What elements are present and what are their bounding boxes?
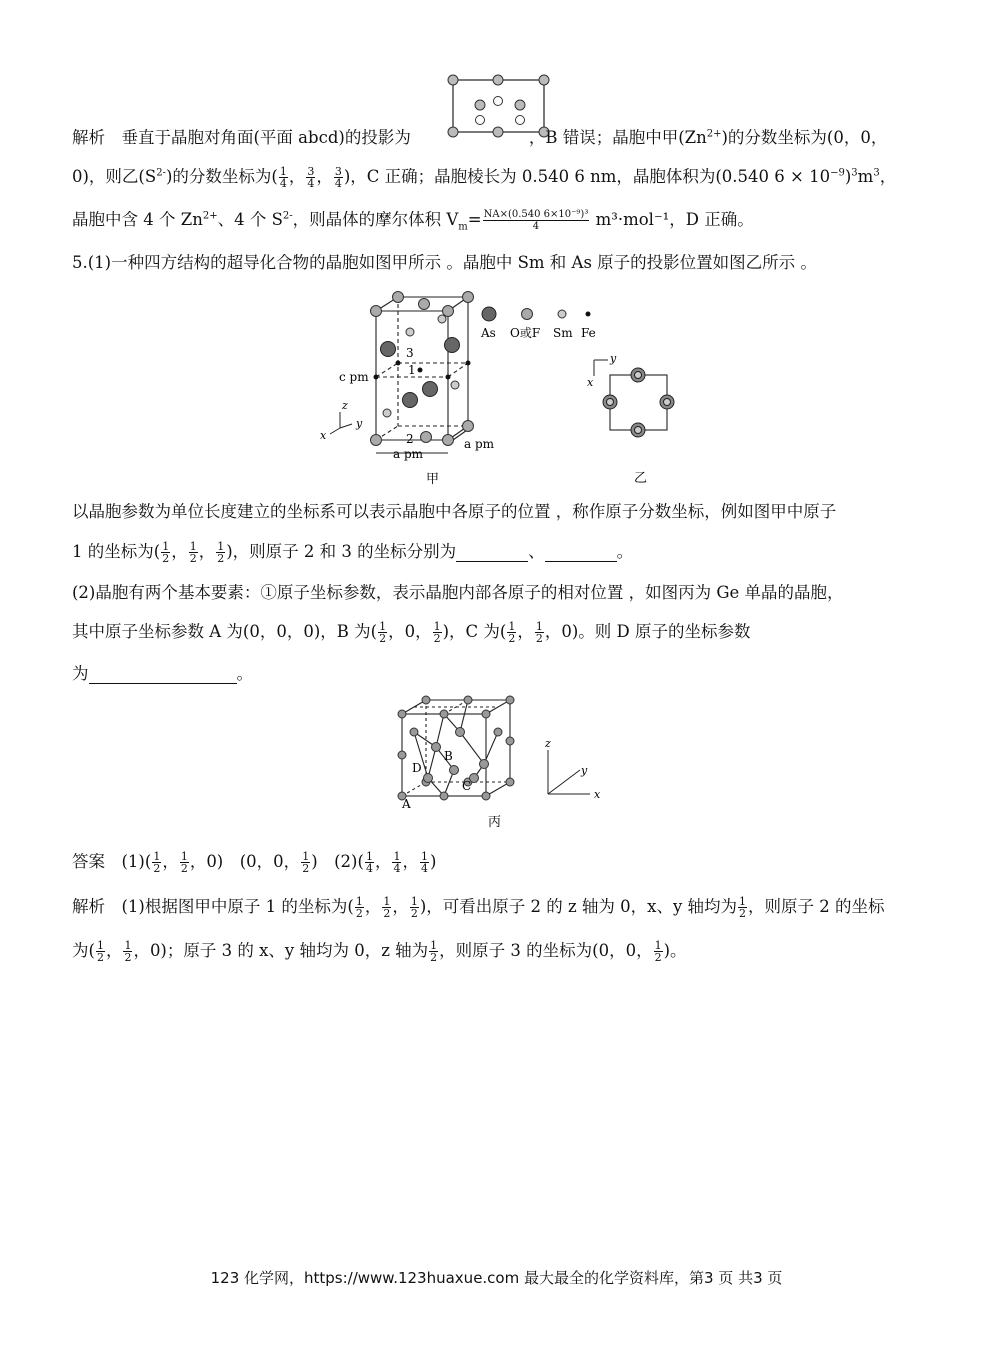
fraction: $\frac{1}{2}$	[410, 895, 418, 920]
atom-label-1: 1	[408, 363, 416, 377]
atom-label-a: A	[402, 797, 411, 811]
fraction: $\frac{1}{2}$	[379, 620, 387, 645]
c-pm-label: c pm	[339, 370, 369, 384]
fraction: $\frac{1}{4}$	[279, 165, 287, 190]
text-line: 1 的坐标为( $\frac{1}{2}$ ， $\frac{1}{2}$ ， $\frac{1}{2}$ )，则原子 2 和 3 的坐标分别为 、 。	[72, 540, 634, 565]
fraction: $\frac{1}{2}$	[180, 850, 188, 875]
molar-volume-fraction: $\frac{\text{NA×(0.540 6×10⁻⁹)³}}{4}$	[483, 209, 589, 232]
yi-axis-y: y	[610, 352, 617, 365]
figure-yi	[580, 348, 690, 488]
question-5-line: 5.(1)一种四方结构的超导化合物的晶胞如图甲所示 。晶胞中 Sm 和 As 原子的投影位置如图乙所示 。	[72, 253, 817, 272]
atom-label-d: D	[412, 761, 422, 775]
text-line: 晶胞中含 4 个 $Zn^{2+}$、4 个 $S^{2-}$，则晶体的摩尔体积 $V_m=$ $\frac{\text{NA×(0.540 6×10⁻⁹)³}}{4}$ m³·mol⁻¹，D 正确。	[72, 209, 754, 233]
answer-blank-atom3[interactable]	[545, 542, 617, 562]
a-pm-label-2: a pm	[464, 437, 495, 451]
fraction: $\frac{1}{2}$	[302, 850, 310, 875]
fraction: $\frac{1}{2}$	[508, 620, 516, 645]
fraction: $\frac{1}{2}$	[153, 850, 161, 875]
fraction: $\frac{1}{2}$	[535, 620, 543, 645]
text-line: 解析 垂直于晶胞对角面(平面 abcd)的投影为 ，B 错误；晶胞中甲$(Zn^{2+})$的分数坐标为(0，0，	[72, 128, 888, 147]
bing-axis-z: z	[545, 737, 551, 750]
axis-x: x	[320, 429, 327, 442]
yi-axis-x: x	[587, 376, 594, 389]
caption-bing: 丙	[488, 815, 502, 830]
fraction: $\frac{1}{4}$	[365, 850, 373, 875]
figure-bing	[392, 692, 617, 832]
fraction: $\frac{1}{2}$	[124, 939, 132, 964]
caption-yi: 乙	[634, 471, 648, 486]
fraction: $\frac{1}{2}$	[96, 939, 104, 964]
figure-jia	[318, 285, 618, 490]
page-footer: 123 化学网，https://www.123huaxue.com 最大最全的化学资料库，第3 页 共3 页	[210, 1269, 783, 1287]
analysis-line: 为( $\frac{1}{2}$ ， $\frac{1}{2}$ ，0)；原子 3 的 x、y 轴均为 0，z 轴为 $\frac{1}{2}$ ，则原子 3 的坐标为(0，0， $\frac{1}{2}$ )。	[72, 939, 687, 964]
atom-label-c: C	[462, 779, 472, 793]
fraction: $\frac{1}{4}$	[393, 850, 401, 875]
text-line: (2)晶胞有两个基本要素：①原子坐标参数，表示晶胞内部各原子的相对位置 ，如图丙为 Ge 单晶的晶胞，	[72, 583, 844, 602]
fraction: $\frac{1}{2}$	[217, 540, 225, 565]
bing-axis-y: y	[581, 764, 588, 777]
a-pm-label: a pm	[393, 447, 424, 461]
caption-jia: 甲	[426, 472, 440, 487]
text-line: 0)，则乙$(S^{2-})$的分数坐标为( $\frac{1}{4}$ ， $\frac{3}{4}$ ， $\frac{3}{4}$ )，C 正确；晶胞棱长为 0.540 6 nm，晶胞体积为(0.540 $6 \times 10^{-9})^3m^3$，	[72, 165, 897, 190]
legend-o-f: O或F	[510, 326, 541, 340]
fraction: $\frac{1}{2}$	[654, 939, 662, 964]
atom-label-b: B	[444, 749, 453, 763]
text-line: 为 。	[72, 664, 253, 683]
atom-label-3: 3	[406, 346, 414, 360]
axis-y: y	[356, 417, 363, 430]
fraction: $\frac{1}{2}$	[433, 620, 441, 645]
text-line: 其中原子坐标参数 A 为(0，0，0)，B 为( $\frac{1}{2}$ ，0， $\frac{1}{2}$ )，C 为( $\frac{1}{2}$ ， $\frac{1}{2}$ ，0)。则 D 原子的坐标参数	[72, 620, 751, 645]
atom-label-2: 2	[406, 432, 414, 446]
legend-sm: Sm	[553, 326, 573, 340]
legend-fe: Fe	[581, 326, 596, 340]
answer-blank-d[interactable]	[89, 664, 237, 684]
bing-axis-x: x	[594, 788, 601, 801]
fraction: $\frac{1}{4}$	[420, 850, 428, 875]
fraction: $\frac{1}{2}$	[162, 540, 170, 565]
fraction: $\frac{1}{2}$	[189, 540, 197, 565]
answer-line: 答案 (1)( $\frac{1}{2}$ ， $\frac{1}{2}$ ，0) (0，0， $\frac{1}{2}$ ) (2)( $\frac{1}{4}$ ， $\frac{1}{4}$ ， $\frac{1}{4}$ )	[72, 850, 437, 875]
legend-as: As	[481, 326, 496, 340]
text-line: 以晶胞参数为单位长度建立的坐标系可以表示晶胞中各原子的位置 ，称作原子分数坐标，例如图甲中原子	[72, 502, 837, 521]
fraction: $\frac{1}{2}$	[739, 895, 747, 920]
answer-blank-atom2[interactable]	[456, 542, 528, 562]
analysis-line: 解析 (1)根据图甲中原子 1 的坐标为( $\frac{1}{2}$ ， $\frac{1}{2}$ ， $\frac{1}{2}$ )，可看出原子 2 的 z 轴为 0，x、y 轴均为 $\frac{1}{2}$ ，则原子 2 的坐标	[72, 895, 885, 920]
fraction: $\frac{1}{2}$	[355, 895, 363, 920]
axis-z: z	[342, 399, 348, 412]
fraction: $\frac{1}{2}$	[383, 895, 391, 920]
fraction: $\frac{3}{4}$	[334, 165, 342, 190]
fraction: $\frac{3}{4}$	[307, 165, 315, 190]
fraction: $\frac{1}{2}$	[430, 939, 438, 964]
